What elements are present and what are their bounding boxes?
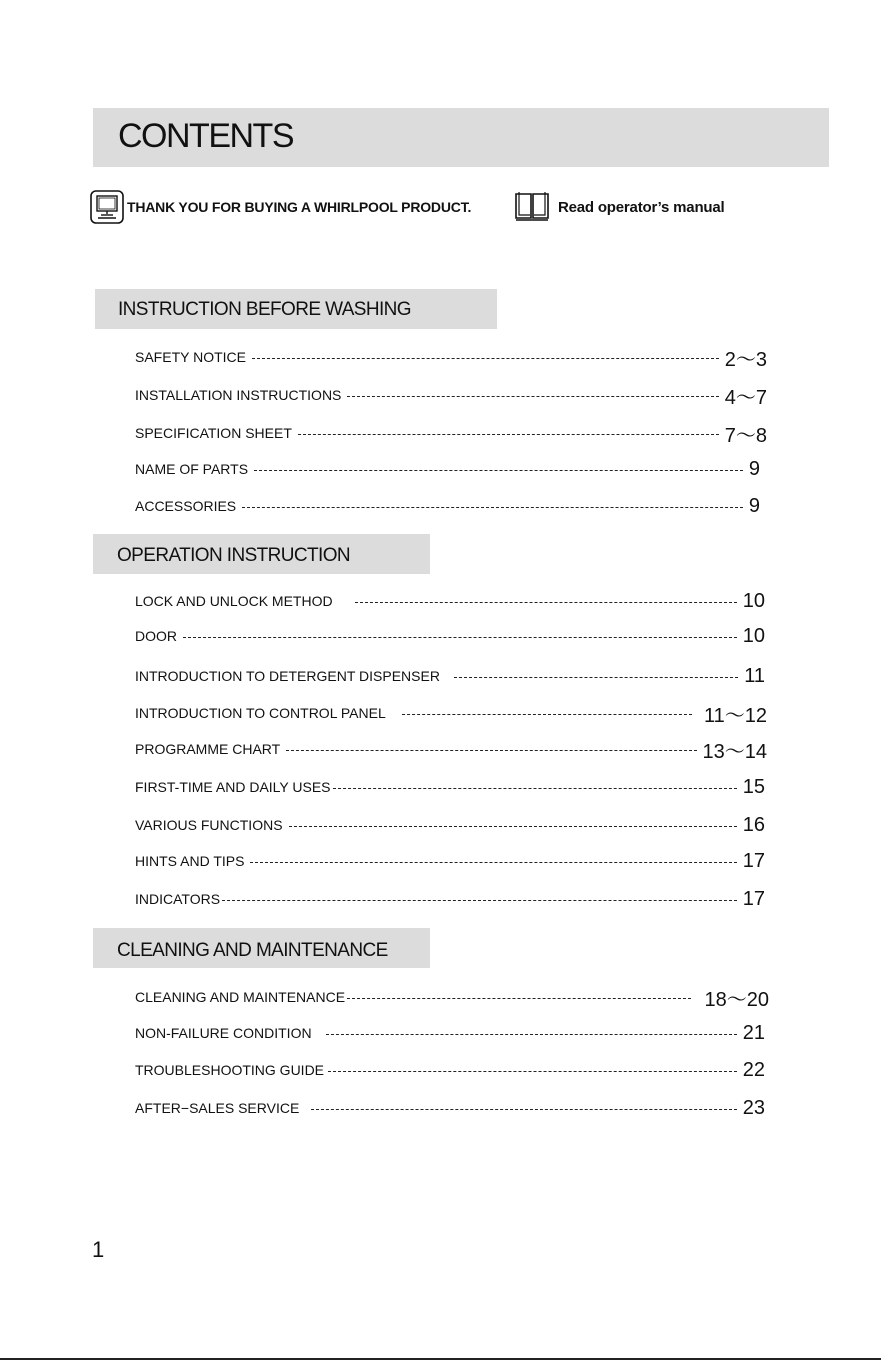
section-heading: OPERATION INSTRUCTION	[117, 545, 350, 566]
toc-row[interactable]	[135, 456, 760, 482]
toc-label: PROGRAMME CHART	[135, 741, 281, 757]
toc-page: 11～12	[703, 704, 767, 727]
toc-label: VARIOUS FUNCTIONS	[135, 817, 283, 833]
book-icon	[514, 190, 548, 224]
toc-row[interactable]	[135, 344, 767, 370]
toc-row[interactable]	[135, 420, 767, 446]
toc-leader	[311, 1109, 736, 1110]
section-heading: CLEANING AND MAINTENANCE	[117, 940, 388, 961]
toc-row[interactable]	[135, 1057, 765, 1083]
toc-label: CLEANING AND MAINTENANCE	[135, 989, 346, 1005]
toc-row[interactable]	[135, 774, 765, 800]
toc-label: INSTALLATION INSTRUCTIONS	[135, 387, 342, 403]
toc-leader	[454, 677, 738, 678]
bottom-rule	[0, 1358, 881, 1360]
toc-leader	[333, 788, 737, 789]
toc-row[interactable]	[135, 493, 760, 519]
toc-row[interactable]	[135, 736, 767, 762]
toc-label: AFTER−SALES SERVICE	[135, 1100, 300, 1116]
toc-label: INTRODUCTION TO DETERGENT DISPENSER	[135, 668, 440, 684]
toc-page: 21	[742, 1021, 765, 1044]
read-manual-text: Read operator’s manual	[558, 198, 725, 216]
toc-page: 11	[744, 664, 765, 687]
toc-row[interactable]	[135, 663, 765, 689]
toc-label: SAFETY NOTICE	[135, 349, 246, 365]
toc-row[interactable]	[135, 886, 765, 912]
toc-leader	[183, 637, 737, 638]
toc-leader	[289, 826, 737, 827]
toc-leader	[222, 900, 737, 901]
toc-label: TROUBLESHOOTING GUIDE	[135, 1062, 325, 1078]
section-heading: INSTRUCTION BEFORE WASHING	[118, 299, 411, 320]
toc-row[interactable]	[135, 812, 765, 838]
toc-page: 4～7	[724, 386, 767, 409]
toc-leader	[347, 396, 718, 397]
toc-page: 15	[742, 775, 765, 798]
toc-leader	[402, 714, 692, 715]
toc-page: 22	[742, 1058, 765, 1081]
toc-page: 16	[742, 813, 765, 836]
toc-page: 23	[742, 1096, 765, 1119]
toc-row[interactable]	[135, 1095, 765, 1121]
toc-leader	[328, 1071, 737, 1072]
toc-page: 9	[748, 494, 760, 517]
toc-leader	[254, 470, 743, 471]
toc-leader	[355, 602, 737, 603]
toc-row[interactable]	[135, 700, 767, 726]
toc-leader	[286, 750, 696, 751]
toc-row[interactable]	[135, 382, 767, 408]
toc-label: HINTS AND TIPS	[135, 853, 245, 869]
toc-label: INTRODUCTION TO CONTROL PANEL	[135, 705, 386, 721]
toc-label: DOOR	[135, 628, 177, 644]
toc-leader	[242, 507, 743, 508]
toc-row[interactable]	[135, 984, 769, 1010]
toc-page: 18～20	[704, 988, 769, 1011]
toc-page: 13～14	[702, 740, 767, 763]
toc-page: 17	[742, 849, 765, 872]
toc-row[interactable]	[135, 848, 765, 874]
toc-label: NON-FAILURE CONDITION	[135, 1025, 312, 1041]
toc-label: LOCK AND UNLOCK METHOD	[135, 593, 333, 609]
page-number: 1	[92, 1237, 105, 1262]
toc-leader	[298, 434, 719, 435]
toc-page: 9	[748, 457, 760, 480]
toc-row[interactable]	[135, 1020, 765, 1046]
toc-row[interactable]	[135, 588, 765, 614]
thanks-text: THANK YOU FOR BUYING A WHIRLPOOL PRODUCT.	[127, 199, 472, 215]
toc-page: 17	[742, 887, 765, 910]
thanks-notice	[90, 189, 471, 225]
toc-leader	[347, 998, 690, 999]
toc-leader	[252, 358, 719, 359]
toc-page: 7～8	[724, 424, 767, 447]
toc-label: INDICATORS	[135, 891, 221, 907]
toc-row[interactable]	[135, 623, 765, 649]
page-title: CONTENTS	[118, 117, 293, 155]
toc-label: NAME OF PARTS	[135, 461, 249, 477]
toc-leader	[326, 1034, 737, 1035]
toc-label: SPECIFICATION SHEET	[135, 425, 292, 441]
toc-page: 2～3	[724, 348, 767, 371]
toc-leader	[250, 862, 736, 863]
monitor-icon	[90, 190, 124, 224]
toc-label: ACCESSORIES	[135, 498, 237, 514]
toc-label: FIRST-TIME AND DAILY USES	[135, 779, 331, 795]
read-manual-notice	[514, 189, 724, 225]
toc-page: 10	[742, 589, 765, 612]
toc-page: 10	[742, 624, 765, 647]
